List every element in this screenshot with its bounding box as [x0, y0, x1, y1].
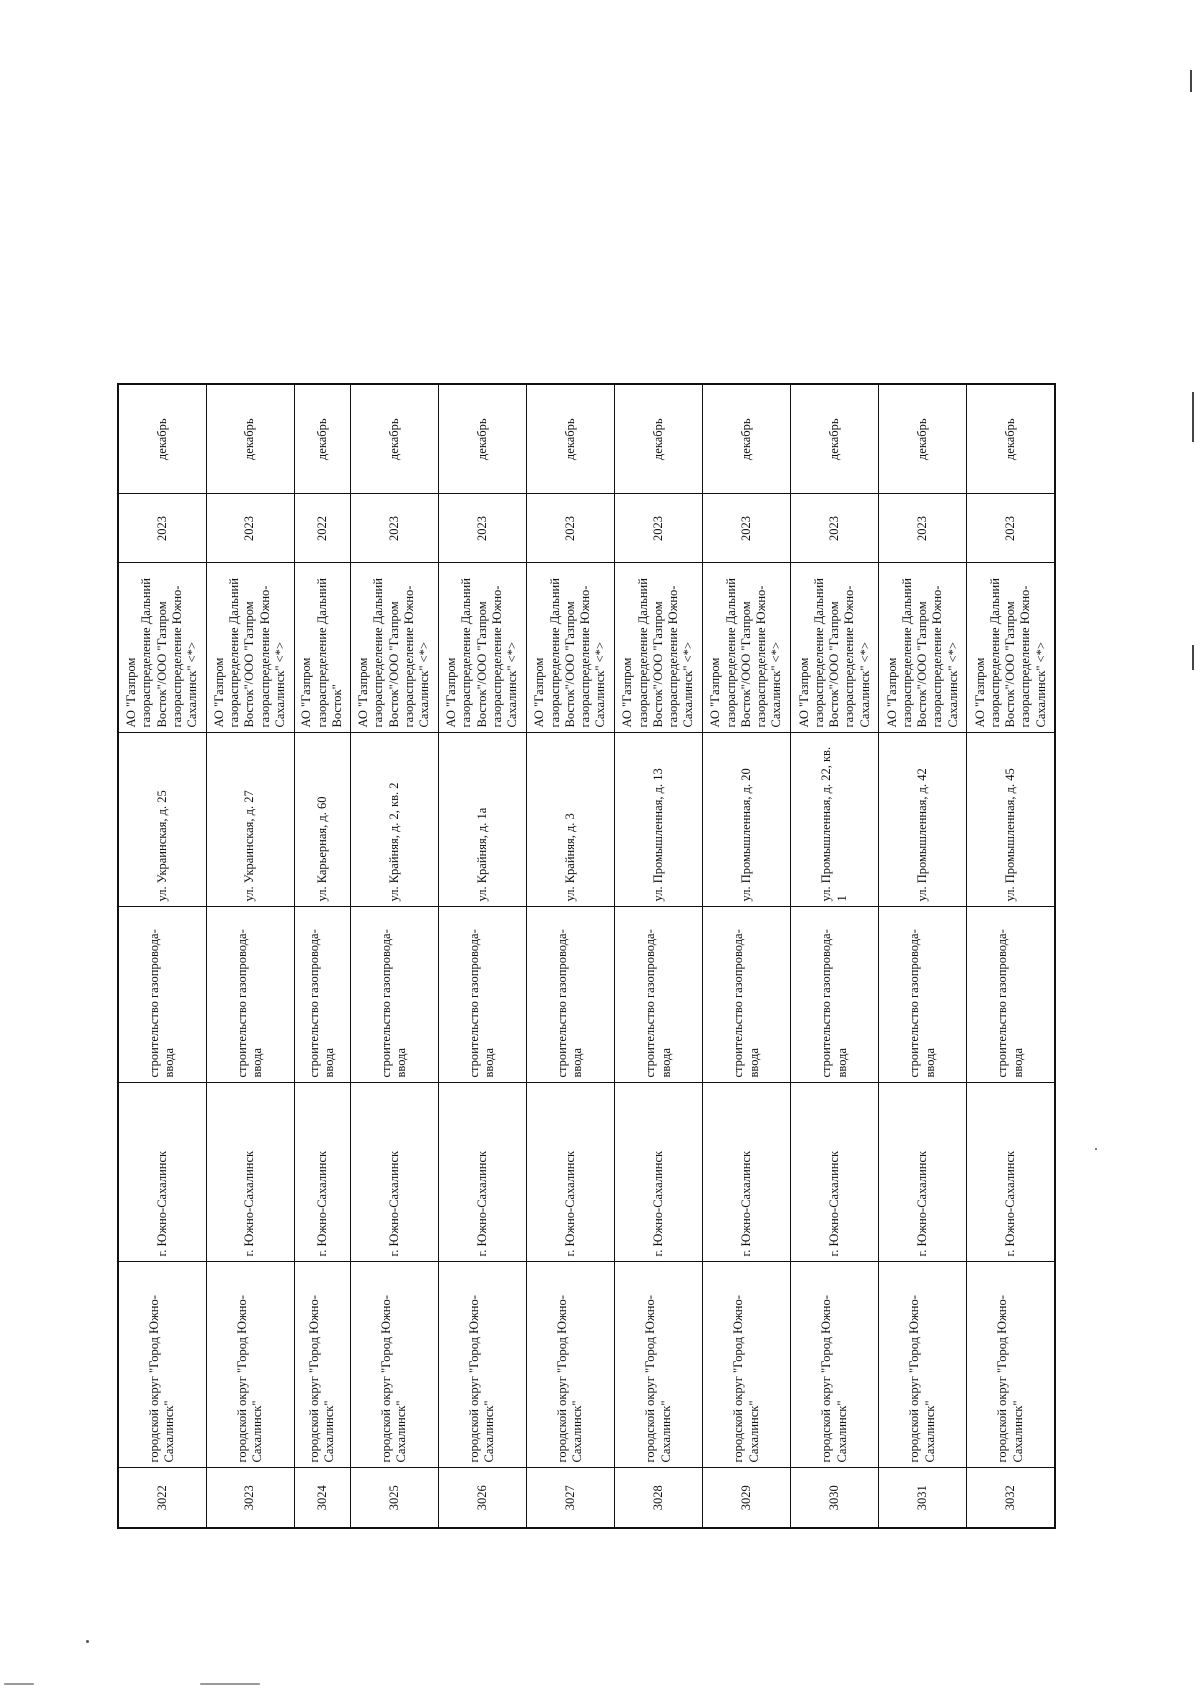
settlement-cell: г. Южно-Сахалинск	[206, 1083, 294, 1262]
table-row	[526, 384, 614, 1528]
organization-cell: АО "Газпром газораспределение Дальний Восток"/ООО "Газпром газораспределение Южно-Сахалинск" <*>	[118, 563, 206, 733]
address-cell: ул. Промышленная, д. 22, кв. 1	[791, 733, 879, 907]
year-cell: 2023	[526, 494, 614, 563]
work-type-cell: строительство газопровода-ввода	[967, 907, 1055, 1083]
month-cell: декабрь	[791, 384, 879, 494]
work-type-cell: строительство газопровода-ввода	[614, 907, 702, 1083]
row-number-cell: 3023	[206, 1468, 294, 1528]
month-cell: декабрь	[350, 384, 438, 494]
work-type-cell: строительство газопровода-ввода	[791, 907, 879, 1083]
work-type-cell: строительство газопровода-ввода	[206, 907, 294, 1083]
address-cell: ул. Крайняя, д. 3	[526, 733, 614, 907]
scan-speck	[86, 1640, 89, 1643]
row-number-cell: 3030	[791, 1468, 879, 1528]
work-type-cell: строительство газопровода-ввода	[350, 907, 438, 1083]
work-type-cell: строительство газопровода-ввода	[118, 907, 206, 1083]
settlement-cell: г. Южно-Сахалинск	[614, 1083, 702, 1262]
row-number-cell: 3022	[118, 1468, 206, 1528]
address-cell: ул. Промышленная, д. 42	[879, 733, 967, 907]
organization-cell: АО "Газпром газораспределение Дальний Восток"/ООО "Газпром газораспределение Южно-Сахалинск" <*>	[350, 563, 438, 733]
month-cell: декабрь	[526, 384, 614, 494]
table-row	[350, 384, 438, 1528]
year-cell: 2023	[967, 494, 1055, 563]
table-row	[206, 384, 294, 1528]
month-cell: декабрь	[294, 384, 350, 494]
address-cell: ул. Промышленная, д. 20	[703, 733, 791, 907]
settlement-cell: г. Южно-Сахалинск	[118, 1083, 206, 1262]
municipality-cell: городской округ "Город Южно-Сахалинск"	[526, 1262, 614, 1468]
organization-cell: АО "Газпром газораспределение Дальний Восток"/ООО "Газпром газораспределение Южно-Сахалинск" <*>	[614, 563, 702, 733]
address-cell: ул. Украинская, д. 27	[206, 733, 294, 907]
settlement-cell: г. Южно-Сахалинск	[350, 1083, 438, 1262]
organization-cell: АО "Газпром газораспределение Дальний Восток"/ООО "Газпром газораспределение Южно-Сахалинск" <*>	[967, 563, 1055, 733]
municipality-cell: городской округ "Город Южно-Сахалинск"	[350, 1262, 438, 1468]
address-cell: ул. Промышленная, д. 13	[614, 733, 702, 907]
settlement-cell: г. Южно-Сахалинск	[791, 1083, 879, 1262]
table-row	[614, 384, 702, 1528]
municipality-cell: городской округ "Город Южно-Сахалинск"	[703, 1262, 791, 1468]
municipality-cell: городской округ "Город Южно-Сахалинск"	[118, 1262, 206, 1468]
settlement-cell: г. Южно-Сахалинск	[438, 1083, 526, 1262]
month-cell: декабрь	[967, 384, 1055, 494]
year-cell: 2023	[350, 494, 438, 563]
organization-cell: АО "Газпром газораспределение Дальний Восток"	[294, 563, 350, 733]
settlement-cell: г. Южно-Сахалинск	[294, 1083, 350, 1262]
month-cell: декабрь	[879, 384, 967, 494]
municipality-cell: городской округ "Город Южно-Сахалинск"	[879, 1262, 967, 1468]
scan-edge-mark	[1192, 645, 1194, 670]
settlement-cell: г. Южно-Сахалинск	[526, 1083, 614, 1262]
scan-edge-mark	[1190, 70, 1192, 92]
table-row	[791, 384, 879, 1528]
address-cell: ул. Крайняя, д. 2, кв. 2	[350, 733, 438, 907]
table-row	[118, 384, 206, 1528]
year-cell: 2023	[438, 494, 526, 563]
municipality-cell: городской округ "Город Южно-Сахалинск"	[206, 1262, 294, 1468]
scan-speck	[1095, 1148, 1097, 1150]
table-body	[118, 384, 1055, 1528]
organization-cell: АО "Газпром газораспределение Дальний Восток"/ООО "Газпром газораспределение Южно-Сахалинск" <*>	[438, 563, 526, 733]
rotated-table-container	[117, 385, 1056, 1529]
municipality-cell: городской округ "Город Южно-Сахалинск"	[294, 1262, 350, 1468]
address-cell: ул. Крайняя, д. 1а	[438, 733, 526, 907]
organization-cell: АО "Газпром газораспределение Дальний Восток"/ООО "Газпром газораспределение Южно-Сахалинск" <*>	[206, 563, 294, 733]
month-cell: декабрь	[703, 384, 791, 494]
gas-connection-table	[117, 383, 1056, 1529]
row-number-cell: 3026	[438, 1468, 526, 1528]
organization-cell: АО "Газпром газораспределение Дальний Восток"/ООО "Газпром газораспределение Южно-Сахалинск" <*>	[791, 563, 879, 733]
table-row	[879, 384, 967, 1528]
municipality-cell: городской округ "Город Южно-Сахалинск"	[967, 1262, 1055, 1468]
month-cell: декабрь	[614, 384, 702, 494]
year-cell: 2023	[118, 494, 206, 563]
settlement-cell: г. Южно-Сахалинск	[967, 1083, 1055, 1262]
work-type-cell: строительство газопровода-ввода	[703, 907, 791, 1083]
year-cell: 2023	[703, 494, 791, 563]
work-type-cell: строительство газопровода-ввода	[526, 907, 614, 1083]
month-cell: декабрь	[206, 384, 294, 494]
row-number-cell: 3024	[294, 1468, 350, 1528]
year-cell: 2023	[791, 494, 879, 563]
address-cell: ул. Карьерная, д. 60	[294, 733, 350, 907]
month-cell: декабрь	[118, 384, 206, 494]
year-cell: 2023	[879, 494, 967, 563]
scan-speck	[200, 1683, 260, 1685]
scan-speck	[4, 1683, 34, 1685]
year-cell: 2023	[206, 494, 294, 563]
row-number-cell: 3025	[350, 1468, 438, 1528]
organization-cell: АО "Газпром газораспределение Дальний Восток"/ООО "Газпром газораспределение Южно-Сахалинск" <*>	[526, 563, 614, 733]
table-row	[438, 384, 526, 1528]
work-type-cell: строительство газопровода-ввода	[879, 907, 967, 1083]
row-number-cell: 3029	[703, 1468, 791, 1528]
work-type-cell: строительство газопровода-ввода	[294, 907, 350, 1083]
organization-cell: АО "Газпром газораспределение Дальний Восток"/ООО "Газпром газораспределение Южно-Сахалинск" <*>	[703, 563, 791, 733]
municipality-cell: городской округ "Город Южно-Сахалинск"	[791, 1262, 879, 1468]
municipality-cell: городской округ "Город Южно-Сахалинск"	[614, 1262, 702, 1468]
address-cell: ул. Промышленная, д. 45	[967, 733, 1055, 907]
settlement-cell: г. Южно-Сахалинск	[703, 1083, 791, 1262]
table-row	[703, 384, 791, 1528]
table-row	[967, 384, 1055, 1528]
row-number-cell: 3027	[526, 1468, 614, 1528]
row-number-cell: 3032	[967, 1468, 1055, 1528]
address-cell: ул. Украинская, д. 25	[118, 733, 206, 907]
work-type-cell: строительство газопровода-ввода	[438, 907, 526, 1083]
row-number-cell: 3028	[614, 1468, 702, 1528]
settlement-cell: г. Южно-Сахалинск	[879, 1083, 967, 1262]
organization-cell: АО "Газпром газораспределение Дальний Восток"/ООО "Газпром газораспределение Южно-Сахалинск" <*>	[879, 563, 967, 733]
month-cell: декабрь	[438, 384, 526, 494]
year-cell: 2022	[294, 494, 350, 563]
scan-edge-mark	[1192, 392, 1194, 442]
table-row	[294, 384, 350, 1528]
municipality-cell: городской округ "Город Южно-Сахалинск"	[438, 1262, 526, 1468]
year-cell: 2023	[614, 494, 702, 563]
row-number-cell: 3031	[879, 1468, 967, 1528]
